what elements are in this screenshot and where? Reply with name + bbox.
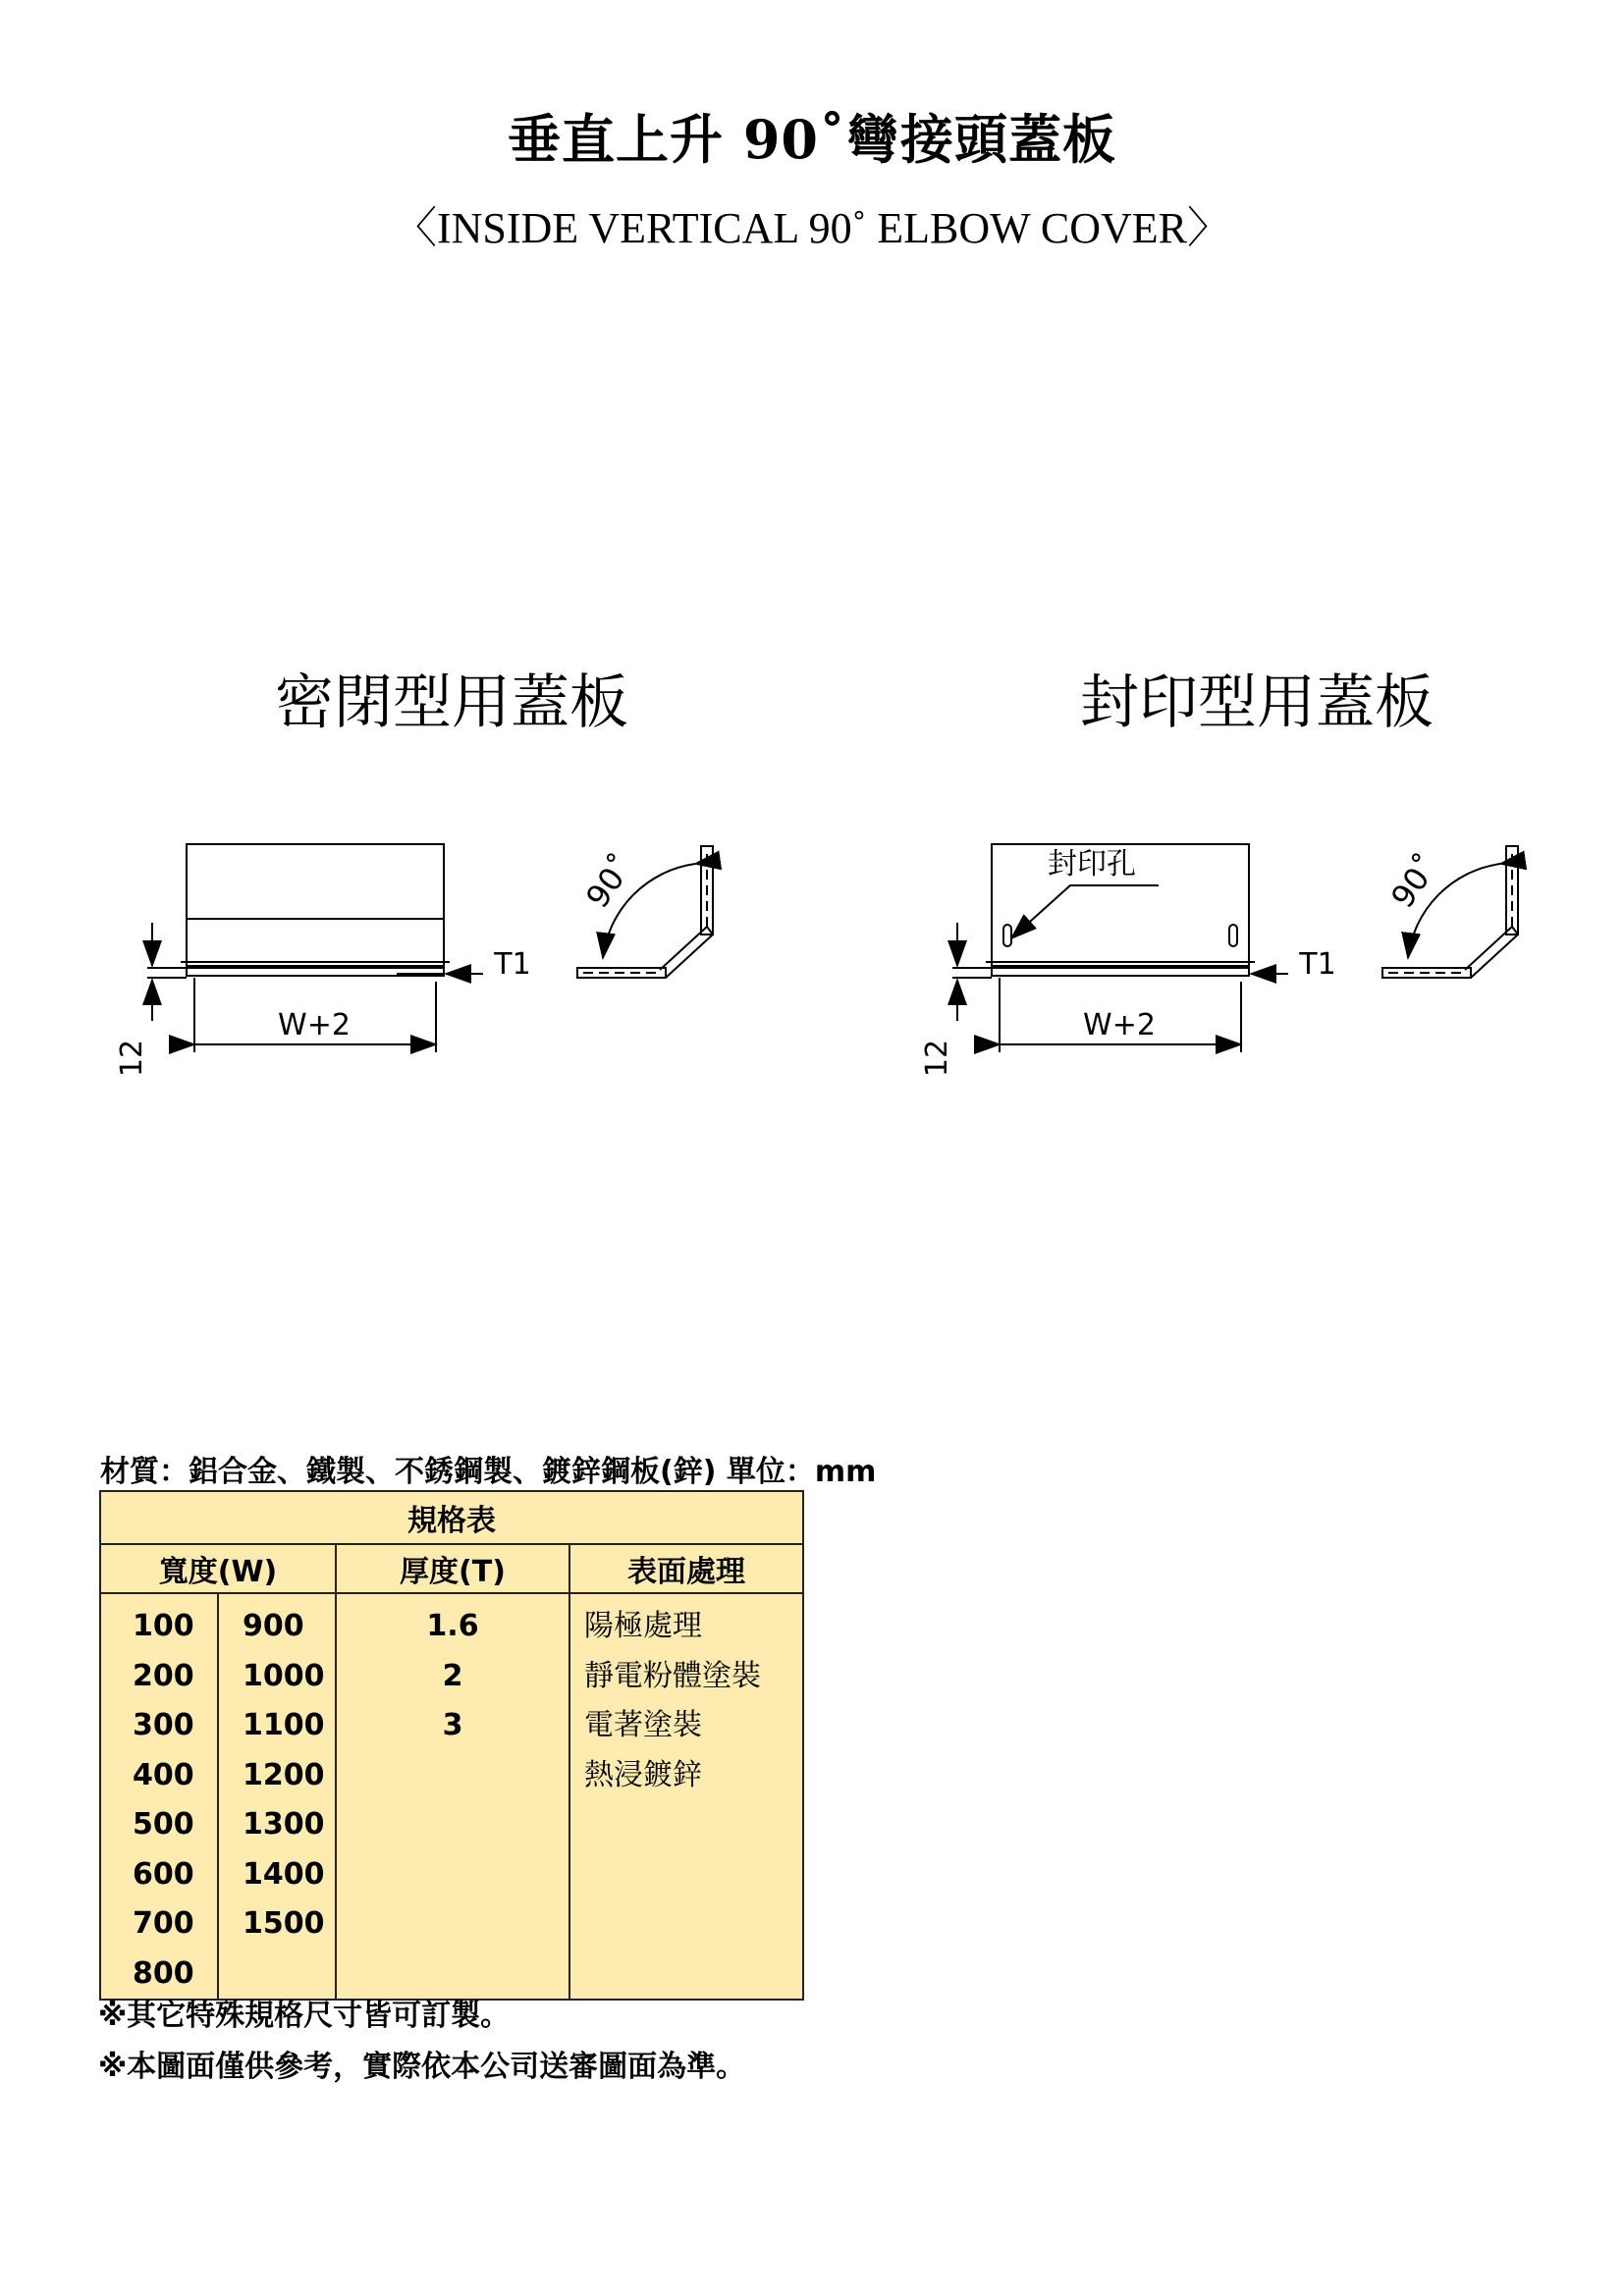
width-value: 1300 [243,1807,325,1842]
sealed-dim-height: 12 [115,1039,149,1078]
note-reference-only: ※本圖面僅供參考，實際依本公司送審圖面為準。 [98,2050,746,2084]
note-custom-sizes: ※其它特殊規格尺寸皆可訂製。 [98,1999,511,2033]
seal-hole-label: 封印孔 [1048,847,1136,881]
header-thickness: 厚度(T) [336,1544,569,1593]
header-width: 寬度(W) [100,1544,336,1593]
width-value: 400 [133,1757,194,1792]
finish-value: 電著塗裝 [584,1708,702,1742]
spec-table-caption: 規格表 [100,1491,803,1544]
width-value: 900 [243,1609,304,1643]
finish-value: 陽極處理 [584,1609,702,1643]
width-value: 1400 [243,1856,325,1892]
seal-dim-thickness: T1 [1299,947,1336,982]
seal-angle-label: 90˚ [1383,847,1446,915]
width-value: 1000 [243,1658,325,1693]
finish-column [569,1593,803,2000]
width-column-1 [100,1593,218,2000]
sealed-dim-width: W+2 [278,1008,351,1042]
finish-value: 靜電粉體塗裝 [584,1658,761,1693]
material-line: 材質：鋁合金、鐵製、不銹鋼製、鍍鋅鋼板(鋅) 單位：mm [100,1455,877,1489]
width-value: 300 [133,1708,194,1742]
page-subtitle: 〈INSIDE VERTICAL 90˚ ELBOW COVER〉 [393,204,1231,252]
finish-value: 熱浸鍍鋅 [584,1757,702,1792]
thickness-value: 2 [442,1658,463,1693]
width-value: 800 [133,1955,194,1991]
thickness-column [336,1593,569,2000]
seal-dim-height: 12 [920,1039,954,1078]
width-value: 1100 [243,1708,325,1742]
left-section-title: 密閉型用蓋板 [275,668,628,737]
right-section-title: 封印型用蓋板 [1080,668,1434,737]
width-value: 500 [133,1807,194,1842]
seal-dim-width: W+2 [1083,1008,1156,1042]
width-value: 600 [133,1856,194,1892]
width-value: 100 [133,1609,194,1643]
width-value: 1500 [243,1906,325,1941]
thickness-value: 3 [442,1708,463,1742]
sealed-dim-thickness: T1 [494,947,531,982]
thickness-value: 1.6 [426,1609,479,1643]
width-value: 700 [133,1906,194,1941]
technical-drawings [0,825,1624,1099]
sealed-angle-label: 90˚ [578,847,641,915]
header-finish: 表面處理 [569,1544,803,1593]
spec-table [99,1490,804,2001]
width-value: 200 [133,1658,194,1693]
width-value: 1200 [243,1757,325,1792]
page-title: 垂直上升 90˚彎接頭蓋板 [508,108,1116,171]
width-column-2 [218,1593,336,2000]
